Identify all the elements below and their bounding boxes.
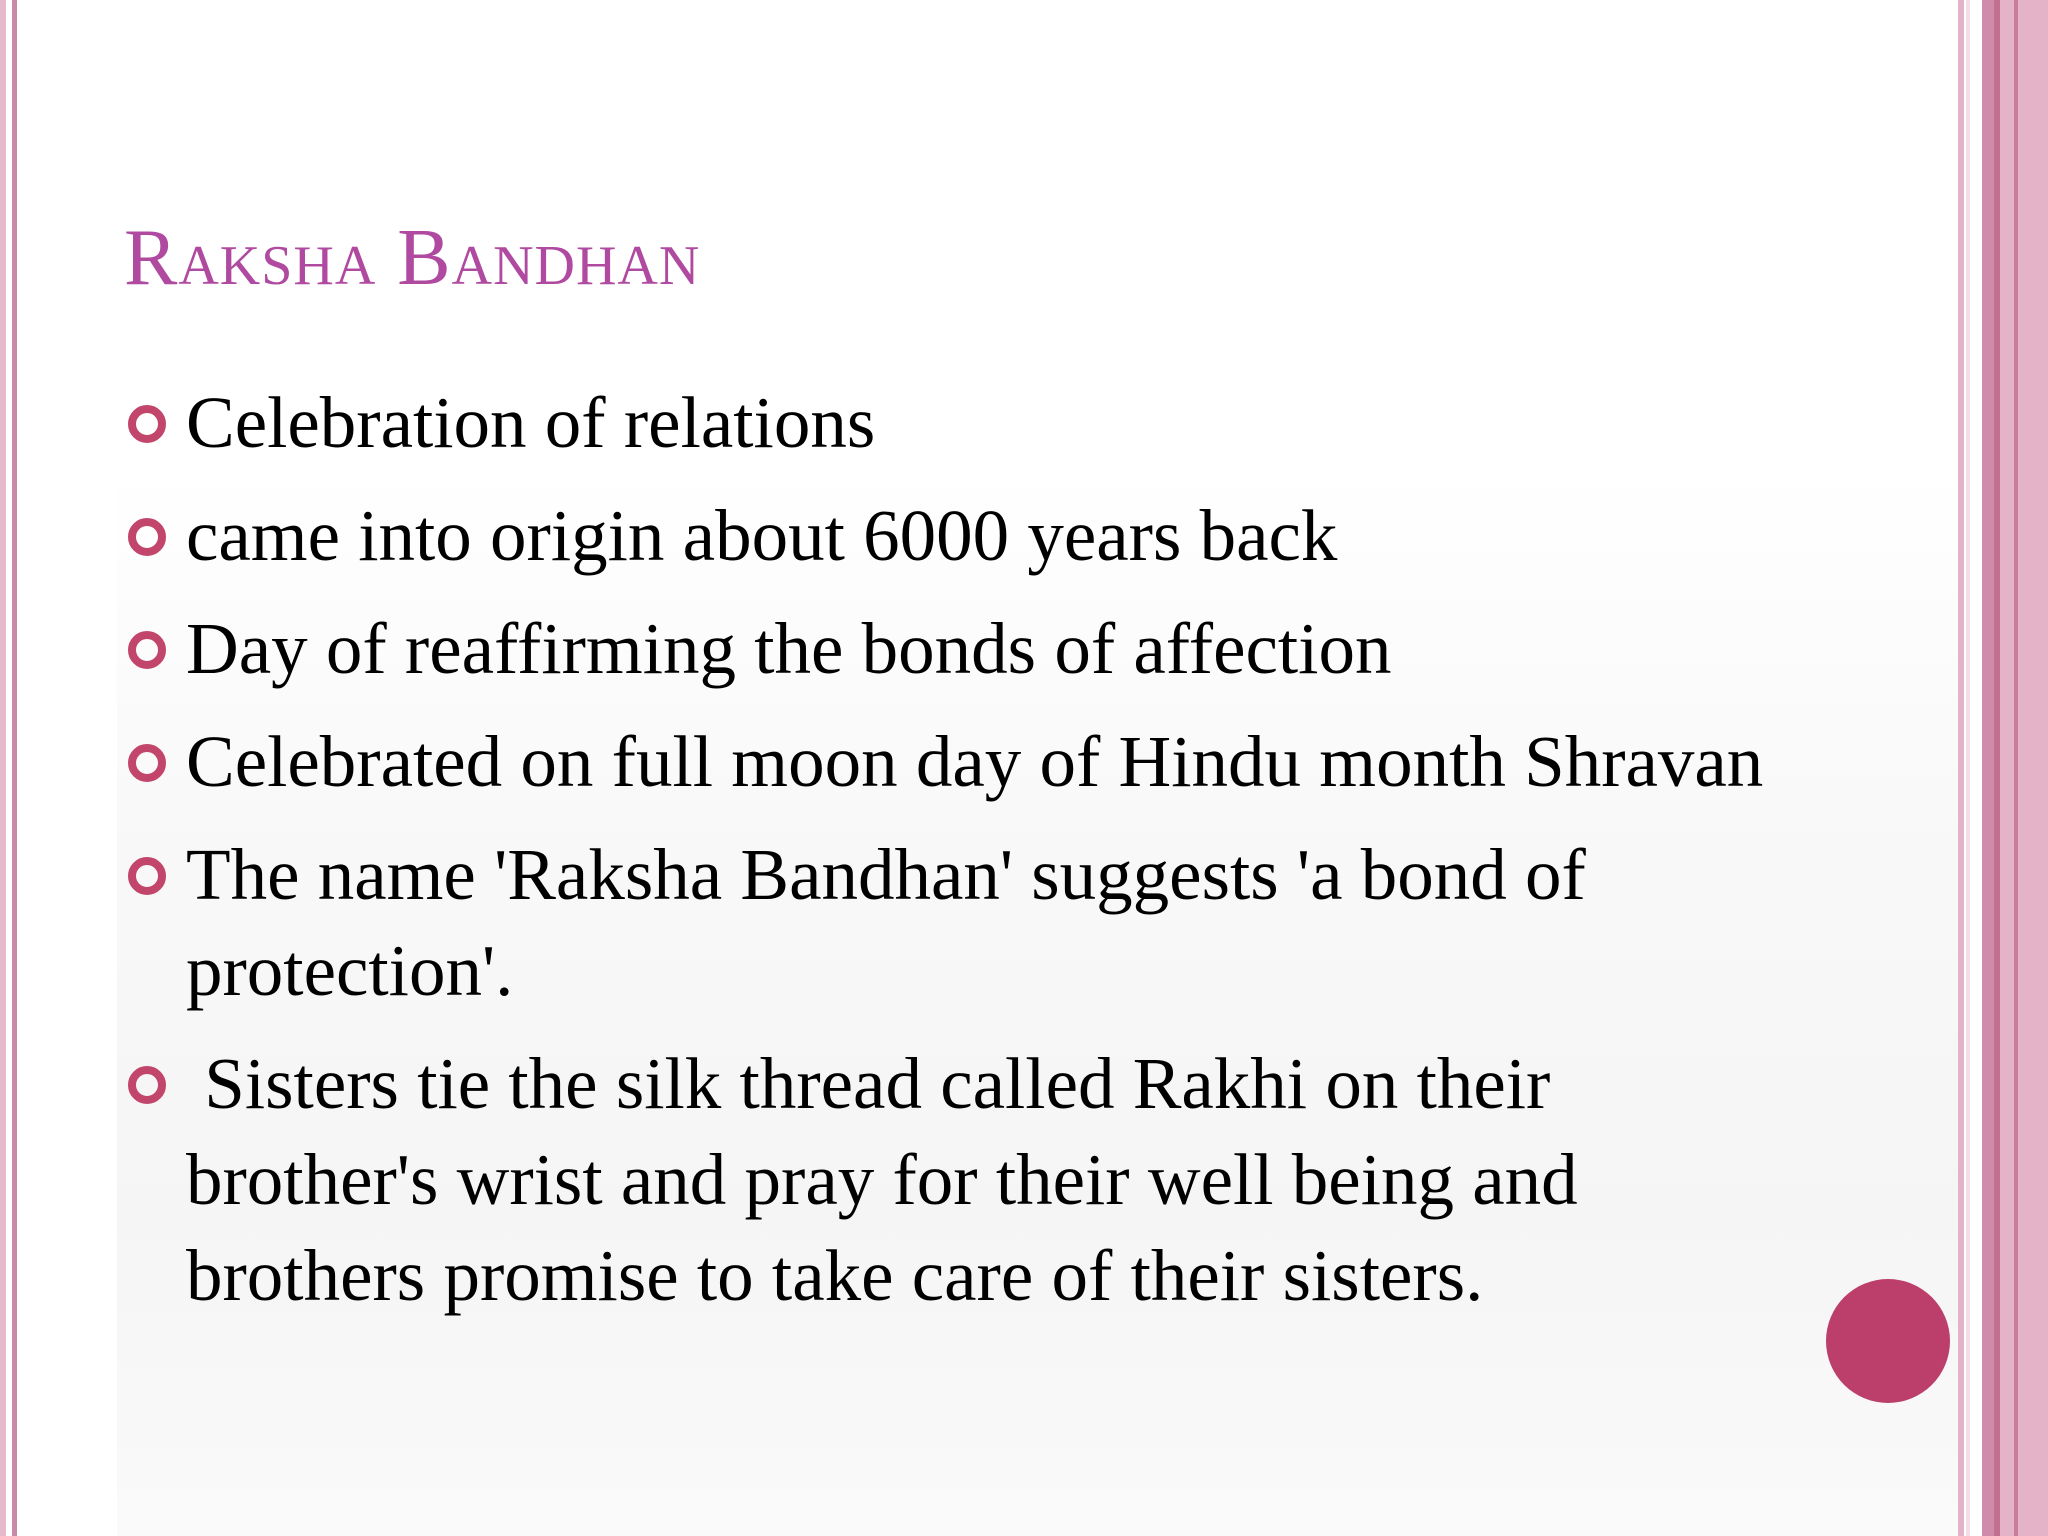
bullet-text: Day of reaffirming the bonds of affection (186, 608, 1392, 689)
ring-bullet-icon (128, 1066, 166, 1104)
bullet-item (124, 601, 1764, 697)
bullet-item (124, 827, 1764, 1019)
right-border-stripe (1958, 0, 1964, 1536)
bullet-item (124, 375, 1764, 471)
ring-bullet-icon (128, 405, 166, 443)
bullet-item (124, 714, 1764, 810)
left-border-stripe (0, 0, 6, 1536)
right-border-stripe (1966, 0, 1970, 1536)
bullet-text: Celebration of relations (186, 382, 876, 463)
right-border-stripe (2014, 0, 2018, 1536)
right-border-stripe (1994, 0, 2000, 1536)
slide-title: Raksha Bandhan (124, 214, 701, 302)
ring-bullet-icon (128, 744, 166, 782)
ring-bullet-icon (128, 631, 166, 669)
bullet-text: Sisters tie the silk thread called Rakhi on their brother's wrist and pray for their well being and brothers promise to take care of their sisters. (186, 1043, 1596, 1316)
left-border-stripe (12, 0, 17, 1536)
bullet-list (124, 375, 1764, 1341)
decorative-circle (1826, 1279, 1950, 1403)
bullet-item (124, 488, 1764, 584)
bullet-text: Celebrated on full moon day of Hindu month Shravan (186, 721, 1764, 802)
right-border-stripe (2000, 0, 2048, 1536)
bullet-text: came into origin about 6000 years back (186, 495, 1338, 576)
bullet-item (124, 1036, 1764, 1324)
ring-bullet-icon (128, 857, 166, 895)
right-border-stripe (1982, 0, 1994, 1536)
ring-bullet-icon (128, 518, 166, 556)
bullet-text: The name 'Raksha Bandhan' suggests 'a bond of protection'. (186, 834, 1586, 1011)
